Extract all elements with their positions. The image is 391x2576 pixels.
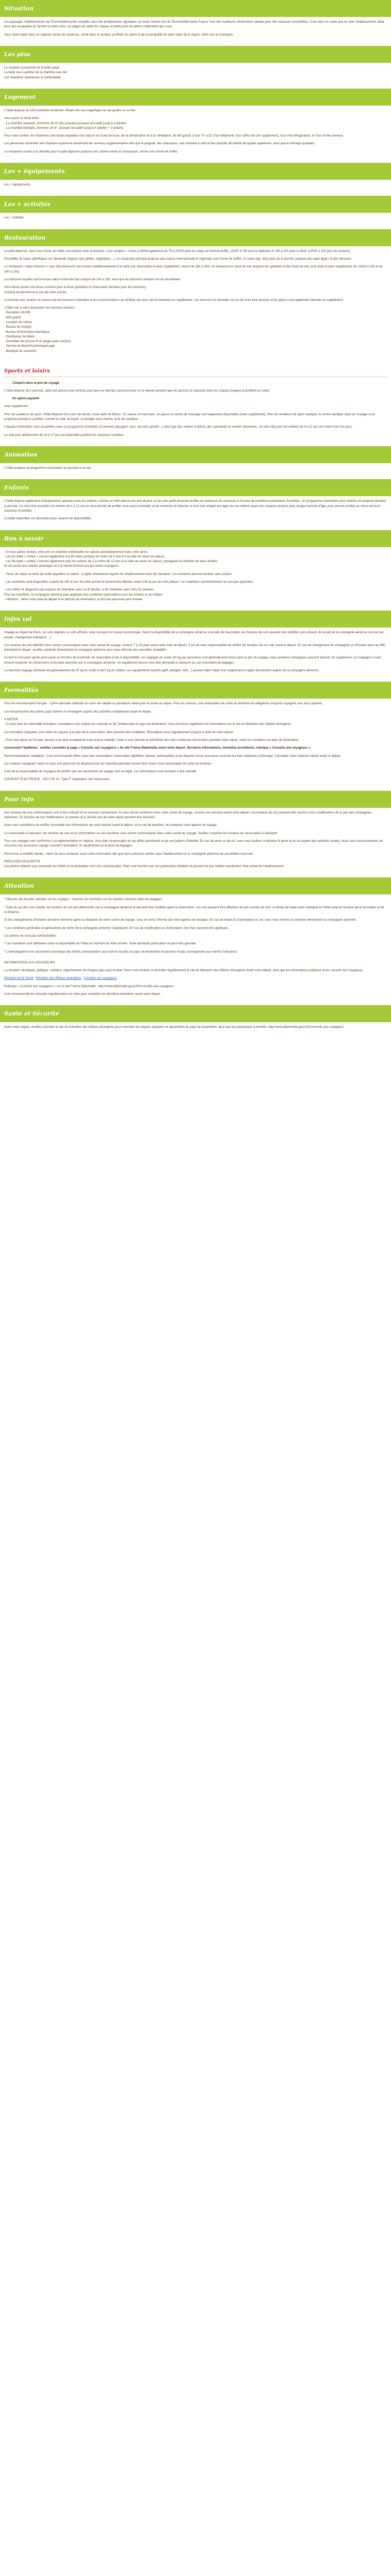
sports-section (0, 380, 391, 443)
installation-item: - Service de blanchisserie/repassage (4, 345, 55, 348)
animation-text: L'hôtel propose un programme d'animation en journée et le soir. (4, 467, 92, 470)
attention-links: Ministère de la Santé · Ministère des Affaires étrangères · Conseils aux voyageurs (4, 977, 117, 980)
infos-vol-text: Le tarif du transport aérien peut varier en fonction de la période de réservation et de la disponibilité. Les bagages en soute (20 kg par personne) sont généralement inclus dans le prix du voyage, mais certaines compagnies peuvent facturer un supplément. Les bagages à main doivent respecter les dimensions et le poids autorisés par la compagnie aérienne. Un supplément pourra vous être demandé à l'aéroport en cas d'excédent de bagages. (4, 656, 382, 665)
formalites-text: Les mineurs voyageant seuls ou avec une personne ne disposant pas de l'autorité parentale doivent être munis d'une autorisation de sortie de territoire. (4, 762, 212, 766)
restauration-text: Possibilité de repas spécifiques sur demande (régime sans gluten, végétarien…). Le restaurant principal propose une cuisine internationale et régionale sous forme de buffet. Le snack-bar, situé près de la piscine, propose des plats légers et des boissons. (4, 258, 352, 261)
logement-text: Les personnes réservant une chambre supérieure bénéficient de services supplémentaires tels que le peignoir, des chaussons, une machine à café et des produits de toilette de qualité supérieure, ainsi que le ménage quotidien. (4, 142, 316, 146)
les-plus-item: La belle vue à admirer de la chambre vue mer (4, 71, 68, 75)
installation-item: - Distributeur de billets (4, 335, 35, 338)
section-title-restauration: Restauration (0, 229, 391, 246)
section-title-les-plus: Les plus (0, 46, 391, 63)
logement-section (0, 108, 391, 160)
attention-text: Rubrique « Conseils aux voyageurs » sur le site France Diplomatie : http://www.diplomatie.gouv.fr/fr/conseils-aux-voyageurs (4, 985, 174, 988)
pour-info-text: La convocation à l'aéroport, les horaires de vols et les informations sur les transferts vous seront communiqués dans votre carnet de voyage. Veuillez respecter les horaires de convocation à l'aéroport. (4, 832, 278, 835)
logement-text: Vous aurez le choix entre : (4, 117, 41, 121)
installation-item: - Réception 24/24h (4, 311, 30, 315)
link-ministere-sante[interactable]: Ministère de la Santé (4, 977, 34, 980)
restauration-text: Le restaurant « Mare Nostrum » vous fera découvrir une cuisine méditerranéenne à la carte (sur réservation et avec supplément, ouvert de 19h à 22h). Le restaurant en bord de mer propose des grillades et des fruits de mer (à la carte et avec supplément, de 12h30 à 15h et de 19h à 22h). (4, 265, 383, 274)
sports-text: Pour les amateurs de sport, l'hôtel dispose d'un court de tennis, d'une salle de fitness. Un sauna, un hammam, un spa et un centre de massage sont également disponibles (avec supplément). Pour les amateurs de sport nautique, le centre nautique situé sur la plage vous proposera plusieurs activités, comme la voile, le kayak, la plongée sous-marine, et le ski nautique. (4, 413, 375, 421)
installation-item: - Wifi gratuit (4, 316, 21, 319)
infos-vol-text: Les horaires de vols définitifs vous seront communiqués avec votre carnet de voyage, environ 7 à 10 jours avant votre date de départ. Il est de votre responsabilité de vérifier les horaires de vos vols avant le départ. En cas de changement de compagnie ou d'horaire dans les 48h précédant le départ, veuillez contacter directement la compagnie aérienne pour vous informer des nouvelles modalités. (4, 643, 385, 652)
formalites-text: - Si vous êtes de nationalité étrangère, renseignez-vous auprès du consulat ou de l'ambassade du pays de destination. Vous trouverez également les informations sur le site du Ministère des Affaires étrangères. (4, 723, 292, 726)
bon-a-savoir-text: Ils ont accès aux mêmes avantages et à la même formule que les autres voyageurs. (4, 565, 120, 568)
les-plus-item: La situation à proximité de la belle plage (4, 66, 60, 70)
situation-section (0, 19, 391, 43)
bon-a-savoir-text: - Les lits bébé « enfant » servent également pour les enfants de 2 à moins de 12 ans (à la date de retour du séjour), partageant la chambre de deux adultes. (4, 560, 218, 564)
logement-text: - La chambre standard, d'environ 18 m² (lits jumeaux) pouvant accueillir jusqu'à 3 adultes (4, 122, 126, 125)
pour-info-text: Les photos utilisées pour présenter les hôtels et la destination sont non contractuelles. Elles sont fournies par nos partenaires hôteliers et peuvent ne pas refléter exactement l'état actuel de l'établissement. (4, 865, 284, 869)
restauration-text: Le petit-déjeuner, servi sous forme de buffet, est compris avec la formule « tout compris ». Inclus à l'hôtel également de 7h à 10h30 pour les repas en formule buffet, 12h30 à 15h pour le déjeuner et 19h à 22h pour le dîner (12h30 à 15h pour les enfants). (4, 249, 351, 253)
link-conseils-voyageurs[interactable]: Conseils aux voyageurs (84, 977, 117, 980)
sports-text: Avec supplément : (4, 405, 30, 409)
infos-vol-text: La franchise bagage autorisée est généralement de 20 kg en soute et de 5 kg en cabine. Les équipements sportifs (golf, plongée, vélo…) peuvent faire l'objet d'un supplément à régler directement auprès de la compagnie aérienne. (4, 669, 319, 673)
situation-text: Les paysages méditerranéens de l'Euroméditerranée compilés sous des températures agréables sur toute l'année font de l'Euroméditerranée France l'une des meilleures destinations idéales pour des vacances ensoleillées. C'est dans ce cadre que se situe l'établissement, idéal pour des escapades en famille ou entre amis, où plages de sable fin, criques et petits ports de pêche n'attendent que vous. (4, 21, 384, 29)
section-title-enfants: Enfants (0, 479, 391, 496)
section-title-pour-info: Pour info (0, 791, 391, 808)
sante-text: Avant votre départ, veuillez consulter le site du ministère des Affaires étrangères pour connaître les risques sanitaires et sécuritaires du pays de destination, ainsi que les précautions à prendre. http://www.diplomatie.gouv.fr/fr/conseils-aux-voyageurs (4, 1026, 344, 1029)
installation-item: - Location de voiture (4, 321, 32, 324)
bon-a-savoir-section (0, 549, 391, 608)
section-title-sante: Santé et Sécurité (0, 1005, 391, 1022)
sports-text: L'équipe d'animation vous accueillera avec un programme d'activités en journée (aquagym, jeux, tournois sportifs…) ainsi que des soirées à thème, des spectacles et soirées dansantes. Un mini-club pour les enfants de 4 à 12 ans est ouvert tous les jours. (4, 426, 353, 429)
section-title-equipements: Les + équipements (0, 163, 391, 180)
sports-included-list (4, 381, 387, 386)
situation-text: Vous serez logés dans un superbe centre de vacances, niché dans la verdure, profitant du calme et de la tranquillité en plein cœur de la région, entre mer et montagne. (4, 33, 234, 37)
attention-text: * Dans le cas des vols charter, les horaires de vol sont déterminés par la compagnie aérienne et peuvent être modifiés après la réservation. Les vols peuvent être effectués de jour comme de nuit. Le temps de trajet entre l'aéroport et l'hôtel varie en fonction de la circulation et de la distance. (4, 906, 384, 914)
bon-a-savoir-text: - Attention : Selon votre date de départ et la période de réservation, le prix par personne peut évoluer. (4, 598, 143, 601)
enfants-text: L'hôtel dispose également d'équipements spéciaux pour les enfants, comme un mini-club et une aire de jeux où les plus petits pourront profiter au maximum de vacances à l'écoute de nombreux partenaires d'activités. Un programme d'animation pour enfants est proposé pendant la journée. Le mini-club accueille vos enfants de 4 à 12 ans et vous permet de profiter vous aussi d'activités et de moments de détente, le mini-club adapté aux âges de vos enfants ayant des espaces propres pour chaque tranche d'âge, pour pouvoir profiter au mieux de leurs vacances ensemble. (4, 500, 386, 513)
formalites-text: Concernant l'épidémie : veuillez consulter la page « Conseils aux voyageurs » du site France Diplomatie avant votre départ. Dernières informations, nouvelles procédures, rubrique « Conseils aux voyageurs ». (4, 747, 311, 750)
attention-info-text: La situation climatique, politique, sanitaire, réglementaire de chaque pays peut évoluer. Nous vous invitons à consulter régulièrement le site du Ministère des Affaires étrangères avant votre départ, ainsi que les informations pratiques et les conseils aux voyageurs. (4, 969, 364, 973)
bon-a-savoir-text: - Les hôtels ne disposent pas toujours de chambres avec un lit double, ni de chambres avec trois lits séparés. (4, 588, 155, 592)
section-title-sports: Sports et loisirs (4, 367, 387, 377)
restauration-text: Vous devez porter une tenue correcte pour le dîner (pantalon et chaussures fermées pour les hommes). (4, 286, 146, 290)
section-title-attention: Attention (0, 877, 391, 894)
pour-info-section (0, 810, 391, 875)
installation-item: - Serviettes de piscine et de plage (avec caution) (4, 340, 71, 344)
section-title-bon-a-savoir: Bon à savoir (0, 530, 391, 547)
section-title-formalites: Formalités (0, 682, 391, 699)
attention-text: * L'homologation et le classement touristique des hôtels correspondent aux normes locales du pays de destination et peuvent ne pas correspondre aux normes françaises. (4, 950, 238, 954)
restauration-text: La formule tout compris ne couvre pas les boissons importées ni les consommations au minibar, qui vous seront facturées en supplément. Les boissons en bouteille, les jus de fruits frais pressés et les glaces sont également facturés en supplément. (4, 298, 344, 302)
pour-info-text: PRÉCISION DESCRIPTIF (4, 860, 41, 863)
attention-text: * Les conditions générales et particulières de vente de la compagnie aérienne s'appliquent. En cas de modification ou d'annulation, des frais peuvent être appliqués. (4, 926, 229, 930)
installation-item: - Bureau d'information touristique (4, 330, 50, 334)
installation-item: - Boutique de souvenirs (4, 349, 37, 353)
installation-item: - Bureau de change (4, 326, 31, 329)
animation-section (0, 465, 391, 476)
section-title-activites: Les + activités (0, 196, 391, 213)
pour-info-text: Nous vous conseillons de vérifier l'ensemble des informations de votre dossier avant le départ, et en cas de question, de contacter votre agence de voyage. (4, 824, 218, 827)
logement-text: Le restaurant ouvert à la clientèle pour le petit déjeuner propose une cuisine variée et savoureuse, servie sous forme de buffet. (4, 150, 178, 154)
section-title-animation: Animation (0, 446, 391, 463)
installations-intro: L'hôtel met à votre disposition les services suivants : (4, 307, 76, 310)
sante-section (0, 1024, 391, 1035)
activites-text: Les + activités (4, 216, 24, 220)
restauration-text: Cocktail de bienvenue le jour de votre arrivée. (4, 291, 68, 294)
formalites-text: À NOTER (4, 718, 18, 722)
formalites-text: Recommandations sanitaires : il est recommandé d'être à jour des vaccinations universelles (diphtérie, tétanos, poliomyélite) et de disposer d'une assurance couvrant les frais médicaux à l'étranger. Consultez votre médecin traitant avant le départ. (4, 754, 341, 758)
logement-text: Pour votre confort, les chambres sont toutes équipées d'un balcon ou d'une terrasse, de la climatisation et d'un ventilateur, du wifi gratuit, d'une TV LCD, d'un téléphone, d'un coffre-fort (en supplément), d'un mini-réfrigérateur, et d'un sèche-cheveux. (4, 134, 344, 138)
pour-info-text: Personnes à mobilité réduite : merci de nous contacter avant votre réservation afin que nous puissions vérifier avec l'établissement et la compagnie aérienne les possibilités d'accueil. (4, 852, 254, 856)
section-title-situation: Situation (0, 0, 391, 17)
attention-text: * Les chambres sont attribuées selon la disponibilité de l'hôtel au moment de votre arrivée. Toute demande particulière ne peut être garantie. (4, 942, 197, 946)
activites-section (0, 215, 391, 226)
formalites-text: Les ressortissants des autres pays doivent se renseigner auprès des autorités compétentes avant le départ. (4, 710, 152, 714)
bon-a-savoir-text: - Les lits bébé « enfant » servent également aux lits bébé (enfants de moins de 2 ans lit à la date de retour du séjour). (4, 555, 166, 558)
sports-option-list (4, 397, 387, 401)
bon-a-savoir-text: Pour les transferts, la compagnie aérienne peut appliquer des conditions particulières pour les enfants ou les bébés. (4, 593, 164, 597)
pour-info-text: Tous nos voyages sont conformes à la réglementation en vigueur. Vous êtes responsable de vos effets personnels et de vos papiers d'identité. En cas de perte ou de vol, nous vous invitons à déclarer la perte ou le vol auprès des autorités locales. Nous vous recommandons de souscrire une assurance voyage couvrant l'annulation, le rapatriement et la perte de bagages. (4, 839, 383, 848)
formalites-section (0, 701, 391, 787)
logement-text: - La chambre familiale, d'environ 25 m², pouvant accueillir jusqu'à 4 adultes + 2 enfants (4, 126, 124, 130)
infos-vol-section (0, 630, 391, 679)
attention-section (0, 896, 391, 1002)
pour-info-text: Nos horaires de vols communiqués sont à titre indicatif et ne sont pas contractuels. Ils vous seront confirmés avec votre carnet de voyage, environ une semaine avant votre départ. Les horaires de vols peuvent être soumis à des modifications de la part des compagnies aériennes. En fonction de ces modifications, le premier et le dernier jour de votre séjour peuvent être écourtés. (4, 811, 372, 820)
formalites-text: COURANT ÉLECTRIQUE : 230 V 50 Hz. Type F. Adaptateur non nécessaire. (4, 778, 110, 782)
formalites-text: - Pour tout séjour en Europe, pensez à la carte européenne d'assurance maladie. Celle-ci vous permet de bénéficier des soins médicaux nécessaires pendant votre séjour, selon les conditions du pays de destination. (4, 738, 299, 742)
les-plus-item: Les chambres spacieuses et confortables (4, 76, 61, 79)
equipements-text: Les + équipements (4, 183, 30, 187)
restauration-section (0, 248, 391, 359)
enfants-section (0, 498, 391, 527)
bon-a-savoir-text: - Les chambres sont disponibles à partir de 14h le jour de votre arrivée et doivent être libérées avant 12h le jour de votre départ. Les chambres communicantes ne sont pas garanties. (4, 581, 254, 584)
formalites-text: Pour les ressortissants français : Carte nationale d'identité en cours de validité ou passeport valide pour la durée du séjour. Pour les mineurs, une autorisation de sortie du territoire est obligatoire lorsqu'ils voyagent sans leurs parents. (4, 702, 323, 706)
attention-text: Les photos ne sont pas contractuelles. (4, 934, 57, 938)
attention-info-label: INFORMATIONS AUX VOYAGEURS : (4, 961, 57, 964)
sports-included-label: • Compris dans le prix du voyage (12, 381, 387, 386)
bon-a-savoir-text: - Si vous partez seul(e), votre prix en chambre individuelle est calculé automatiquement dans votre devis. (4, 550, 149, 554)
attention-text: * Mesures de sécurité sanitaire sur les voyages : mesures de restriction sur les liquides contenus dans les bagages. (4, 898, 163, 902)
bon-a-savoir-text: - Taxes de séjour et taxes de sortie payables sur place : à régler directement auprès de l'établissement et/ou de l'aéroport. Les montants peuvent évoluer sans préavis. (4, 572, 233, 576)
sports-text: L'hôtel dispose de 2 piscines, dont une piscine pour enfants pour que vos derniers puissent jouer et se divertir pendant que les parents se reposent dans les chaises longues et profitent du soleil. (4, 389, 270, 393)
attention-text: Si des changements d'horaires devaient intervenir après la réception de votre carnet de voyage, vous en serez informé par votre agence de voyages. En cas de retard ou d'annulation du vol, nous vous invitons à contacter directement la compagnie aérienne. (4, 919, 357, 922)
restauration-text: Les boissons locales sont incluses dans la formule tout compris de 10h à 23h, ainsi que les boissons chaudes et non alcoolisées. (4, 278, 182, 281)
installations-list (4, 311, 387, 354)
section-title-logement: Logement (0, 89, 391, 106)
sports-text: Le club pour adolescents de 13 à 17 ans est disponible pendant les vacances scolaires. (4, 433, 125, 437)
formalites-text: Il est de la responsabilité du voyageur de vérifier que ses documents de voyage sont en règle. Les informations sont données à titre indicatif. (4, 770, 197, 774)
logement-text: L'hôtel dispose de 156 chambres modernes offrant une vue magnifique sur les jardins ou la mer. (4, 109, 136, 112)
formalites-text: Les formalités indiquées sont celles en vigueur à la date de la réservation, elles peuvent être modifiées. Renseignez-vous régulièrement jusqu'à la date de votre départ. (4, 731, 234, 734)
section-title-infos-vol: Infos vol (0, 611, 391, 628)
attention-text: Il est recommandé de consulter régulièrement ces sites pour connaître les dernières évolutions avant votre départ. (4, 993, 161, 996)
infos-vol-text: Voyage au départ de Paris, sur vols réguliers ou vols affrétés, avec transport en classe économique. Selon la disponibilité de la compagnie aérienne à la date de réservation, les horaires de vols peuvent être modifiés sans préavis de la part de la compagnie aérienne (vol de nuit, escale, changement d'aéroport…). (4, 631, 384, 639)
link-affaires-etrangeres[interactable]: Ministère des Affaires étrangères (36, 977, 82, 980)
enfants-text: Lit bébé disponible sur demande (sous réserve de disponibilité). (4, 517, 92, 521)
sports-option-label: • En option payante (12, 397, 387, 401)
les-plus-section (0, 65, 391, 86)
equipements-section (0, 182, 391, 193)
